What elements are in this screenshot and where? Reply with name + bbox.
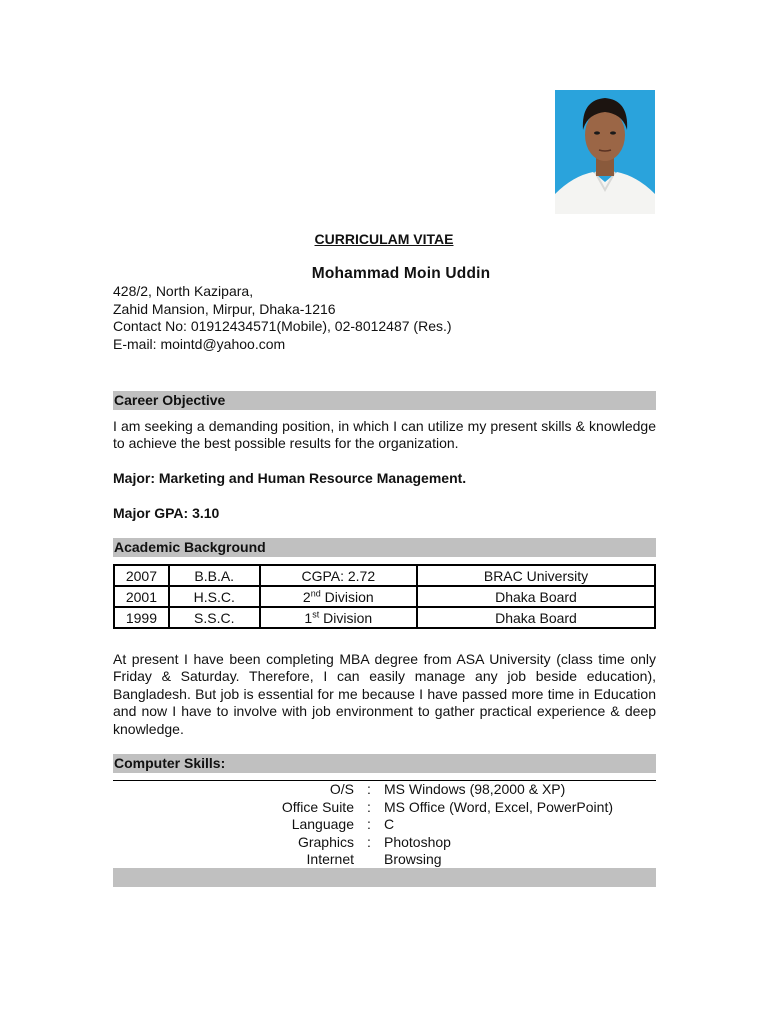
skill-row [113,799,656,817]
career-objective-text: I am seeking a demanding position, in which I can utilize my present skills & knowledge to achieve the best possible results for the organization. [113,418,656,452]
table-row [114,586,655,607]
skill-separator: : [367,833,371,850]
contact-block [113,283,658,353]
address-line-1: 428/2, North Kazipara, [113,283,254,299]
empty-section-bar [113,868,656,887]
degree-cell: S.S.C. [169,607,260,628]
candidate-name: Mohammad Moin Uddin [311,265,491,282]
table-row [114,565,655,586]
institute-cell: BRAC University [417,565,655,586]
skill-value: MS Windows (98,2000 & XP) [384,781,566,797]
skill-separator: : [367,816,371,832]
institute-cell: Dhaka Board [417,607,655,628]
email-address: E-mail: mointd@yahoo.com [113,335,286,352]
computer-skills-heading: Computer Skills: [113,754,656,773]
portrait-image [555,90,655,214]
skill-row [113,781,656,799]
skill-row [113,834,656,852]
academic-table [113,564,656,629]
skill-row [113,851,656,869]
degree-cell: H.S.C. [169,586,260,607]
profile-photo [555,90,655,214]
year-cell: 2001 [114,586,169,607]
academic-background-heading: Academic Background [113,538,656,557]
skills-list [113,781,656,869]
skill-separator: : [367,798,371,815]
contact-number: Contact No: 01912434571(Mobile), 02-8012487 (Res.) [113,318,452,334]
skill-label: Graphics [297,833,354,850]
major-line: Major: Marketing and Human Resource Management. [113,470,467,486]
skill-row [113,816,656,834]
result-cell: CGPA: 2.72 [260,565,417,586]
skill-value: Photoshop [384,833,451,850]
gpa-line: Major GPA: 3.10 [113,505,220,521]
academic-note: At present I have been completing MBA degree from ASA University (class time only Friday & Saturday. Therefore, I can easily manage any job beside education), Bangladesh. But job is essential for me because I have passed more time in Education and now I have to involve with job environment to gather practical experience & deep knowledge. [113,651,656,737]
document-title: CURRICULAM VITAE [314,231,454,247]
skill-label: O/S [329,781,354,797]
skill-label: Language [291,816,354,832]
skill-separator [354,851,384,869]
year-cell: 1999 [114,607,169,628]
skill-value: Browsing [384,851,442,867]
year-cell: 2007 [114,565,169,586]
degree-cell: B.B.A. [169,565,260,586]
institute-cell: Dhaka Board [417,586,655,607]
skill-separator: : [367,781,371,797]
skill-value: MS Office (Word, Excel, PowerPoint) [384,798,613,815]
career-objective-heading: Career Objective [113,391,656,410]
address-line-2: Zahid Mansion, Mirpur, Dhaka-1216 [113,300,336,317]
skill-label: Office Suite [281,798,354,815]
result-cell: 1st Division [260,607,417,628]
skill-value: C [384,816,395,832]
skill-label: Internet [306,851,354,867]
result-cell: 2nd Division [260,586,417,607]
table-row [114,607,655,628]
